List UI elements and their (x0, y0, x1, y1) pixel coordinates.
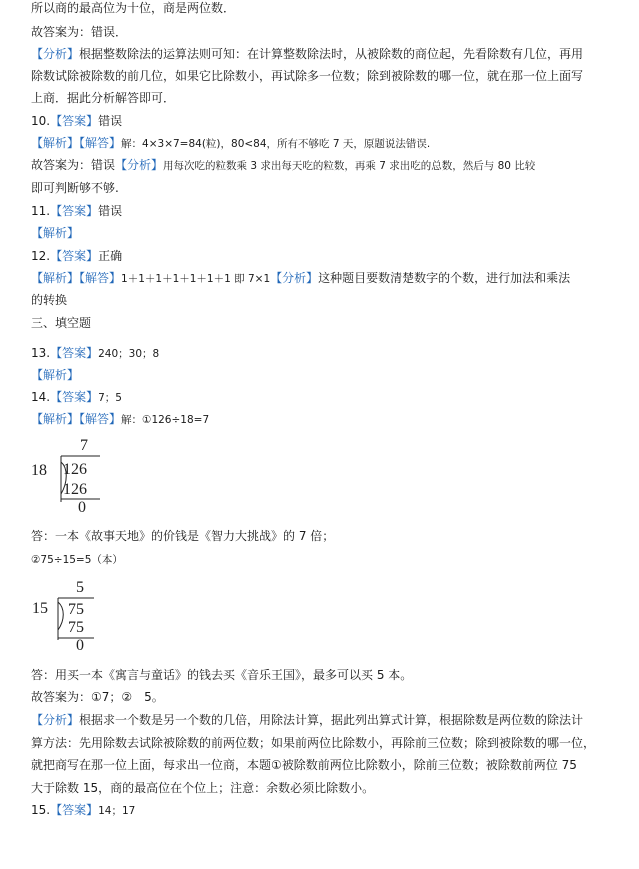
text-line: 所以商的最高位为十位，商是两位数． (31, 1, 236, 15)
analysis-tag: 【分析】 (115, 158, 164, 172)
explanation-tag: 【解析】 (31, 412, 80, 426)
analysis-tag: 【分析】 (31, 713, 80, 727)
quotient: 7 (80, 437, 88, 454)
product: 126 (63, 481, 87, 498)
solution-tag: 【解答】 (79, 271, 122, 285)
q12-answer-line: 12.【答案】正确 (31, 249, 123, 263)
long-division-1 (30, 436, 110, 518)
text-line: 故答案为：错误． (31, 25, 128, 39)
long-division-2 (30, 578, 110, 658)
dividend: 75 (68, 601, 84, 618)
solution-tag: 【解答】 (79, 136, 122, 150)
q10-answer-line: 10.【答案】错误 (31, 114, 123, 128)
explanation-tag: 【解析】 (31, 271, 80, 285)
answer-tag: 【答案】 (50, 390, 99, 404)
text-line: 大于除数 15，商的最高位在个位上；注意：余数必须比除数小。 (31, 781, 375, 795)
text-line: 除数试除被除数的前几位，如果它比除数小，再试除多一位数；除到被除数的哪一位，就在那一位上面写 (31, 69, 584, 83)
remainder: 0 (76, 637, 84, 654)
product: 75 (68, 619, 84, 636)
text-line: 上商．据此分析解答即可． (31, 91, 176, 105)
analysis-tag: 【分析】 (31, 47, 80, 61)
q14-answer-line: 14.【答案】7；5 (31, 390, 122, 404)
analysis-line: 【分析】根据求一个数是另一个数的几倍，用除法计算，据此列出算式计算，根据除数是两位数的除法计 (31, 713, 584, 727)
text-line: 就把商写在那一位上面，每求出一位商，本题①被除数前两位比除数小，除前三位数；被除数前两位 75 (31, 758, 577, 772)
text-line: 即可判断够不够. (31, 181, 119, 195)
text-line: 答：一本《故事天地》的价钱是《智力大挑战》的 7 倍； (31, 529, 335, 543)
answer-tag: 【答案】 (50, 114, 99, 128)
answer-tag: 【答案】 (50, 204, 99, 218)
q11-explanation-line (31, 225, 79, 241)
explanation-tag: 【解析】 (31, 226, 80, 240)
q13-answer-line: 13.【答案】240；30；8 (31, 346, 160, 360)
answer-tag: 【答案】 (50, 803, 99, 817)
answer-tag: 【答案】 (50, 249, 99, 263)
analysis-tag: 【分析】 (270, 271, 319, 285)
text-line: ②75÷15=5（本） (31, 554, 123, 566)
text-line: 答：用买一本《寓言与童话》的钱去买《音乐王国》，最多可以买 5 本。 (31, 668, 413, 682)
analysis-line: 【分析】根据整数除法的运算法则可知：在计算整数除法时，从被除数的商位起，先看除数有几位，再用 (31, 47, 584, 61)
remainder: 0 (78, 499, 86, 516)
q10-analysis-line: 故答案为：错误【分析】用每次吃的粒数乘 3 求出每天吃的粒数，再乘 7 求出吃的总数，然后与 80 比较 (31, 158, 536, 172)
solution-tag: 【解答】 (79, 412, 122, 426)
section-heading: 三、填空题 (31, 316, 92, 330)
text-line: 故答案为：①7；② 5。 (31, 690, 164, 704)
text-line: 算方法：先用除数去试除被除数的前两位数；如果前两位比除数小，再除前三位数；除到被除数的哪一位， (31, 736, 596, 750)
q10-solution-line: 【解析】【解答】解：4×3×7=84(粒)，80<84，所有不够吃 7 天，原题说法错误. (31, 136, 431, 150)
quotient: 5 (76, 579, 84, 596)
text-line: 的转换 (31, 293, 68, 307)
divisor: 15 (32, 600, 48, 617)
q14-solution-line: 【解析】【解答】解：①126÷18=7 (31, 412, 210, 426)
q11-answer-line: 11.【答案】错误 (31, 204, 123, 218)
q15-answer-line: 15.【答案】14；17 (31, 803, 136, 817)
answer-tag: 【答案】 (50, 346, 99, 360)
explanation-tag: 【解析】 (31, 368, 80, 382)
dividend: 126 (63, 461, 87, 478)
divisor: 18 (31, 462, 47, 479)
explanation-tag: 【解析】 (31, 136, 80, 150)
q12-solution-line: 【解析】【解答】1＋1＋1＋1＋1＋1＋1 即 7×1【分析】这种题目要数清楚数字的个数，进行加法和乘法 (31, 271, 571, 285)
q13-explanation-line (31, 367, 79, 383)
